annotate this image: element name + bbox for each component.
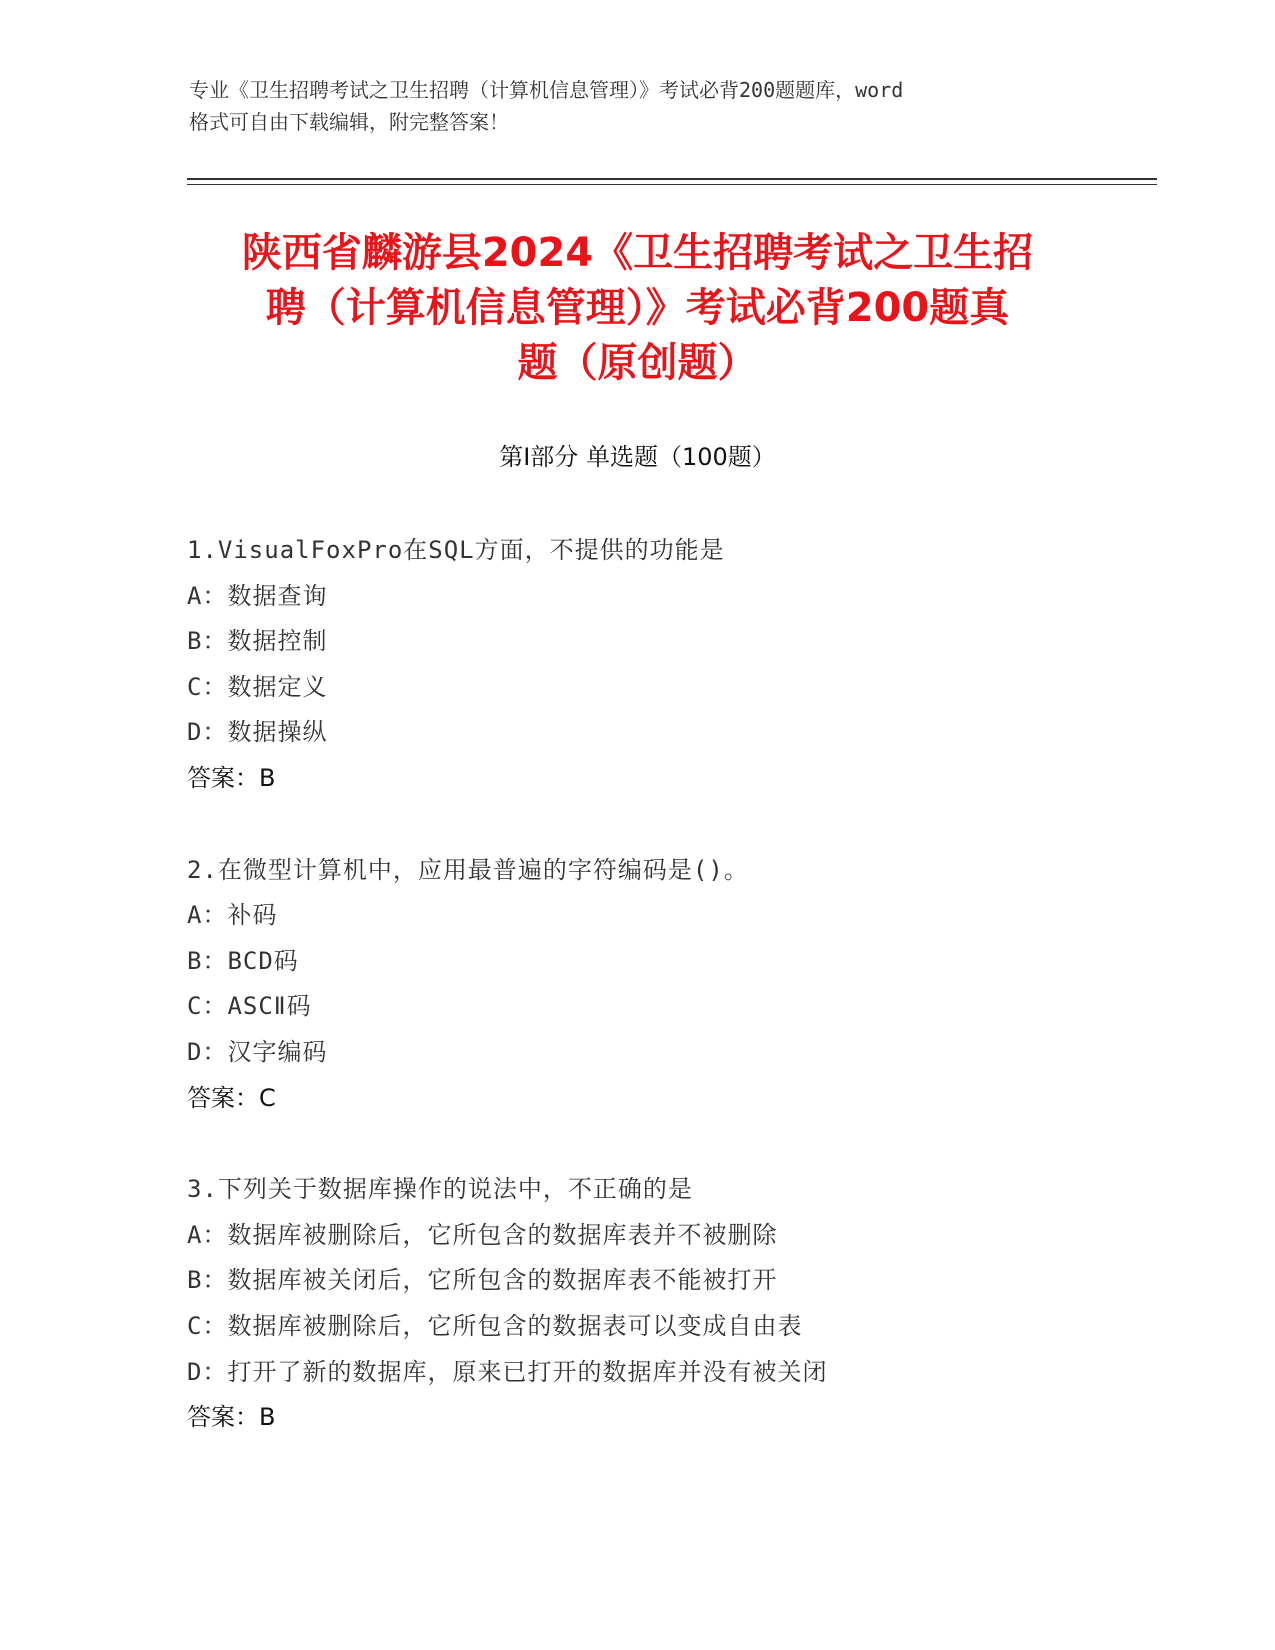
header-note [189, 74, 1109, 138]
option-b: B：数据控制 [187, 627, 328, 656]
option-d: D：汉字编码 [187, 1037, 328, 1066]
header-note-line: 格式可自由下载编辑，附完整答案！ [189, 110, 509, 134]
document-title [160, 226, 1115, 391]
option-c: C：ASCⅡ码 [187, 992, 312, 1021]
question-item [187, 848, 1147, 1122]
header-note-line: 专业《卫生招聘考试之卫生招聘（计算机信息管理）》考试必背200题题库，word [189, 78, 904, 102]
question-item [187, 528, 1147, 802]
option-d: D：打开了新的数据库，原来已打开的数据库并没有被关闭 [187, 1357, 828, 1386]
option-b: B：BCD码 [187, 946, 299, 975]
question-list [187, 528, 1147, 1487]
option-a: A：补码 [187, 901, 278, 930]
answer-line: 答案：B [187, 1403, 276, 1432]
header-divider [187, 178, 1157, 180]
question-item [187, 1167, 1147, 1441]
question-stem: 3.下列关于数据库操作的说法中，不正确的是 [187, 1175, 693, 1204]
section-heading: 第Ⅰ部分 单选题（100题） [499, 443, 776, 471]
option-a: A：数据库被删除后，它所包含的数据库表并不被删除 [187, 1220, 778, 1249]
option-c: C：数据库被删除后，它所包含的数据表可以变成自由表 [187, 1311, 803, 1340]
document-title-line: 聘（计算机信息管理）》考试必背200题真 [265, 285, 1010, 331]
option-d: D：数据操纵 [187, 718, 328, 747]
header-divider-thin [187, 184, 1157, 185]
document-title-line: 陕西省麟游县2024《卫生招聘考试之卫生招 [241, 230, 1034, 276]
option-c: C：数据定义 [187, 672, 328, 701]
question-stem: 1.VisualFoxPro在SQL方面，不提供的功能是 [187, 536, 725, 564]
question-stem: 2.在微型计算机中，应用最普遍的字符编码是()。 [187, 855, 749, 884]
document-title-line: 题（原创题） [517, 340, 758, 386]
option-b: B：数据库被关闭后，它所包含的数据库表不能被打开 [187, 1266, 778, 1295]
answer-line: 答案：B [187, 763, 276, 792]
answer-line: 答案：C [187, 1083, 276, 1112]
option-a: A：数据查询 [187, 581, 328, 610]
